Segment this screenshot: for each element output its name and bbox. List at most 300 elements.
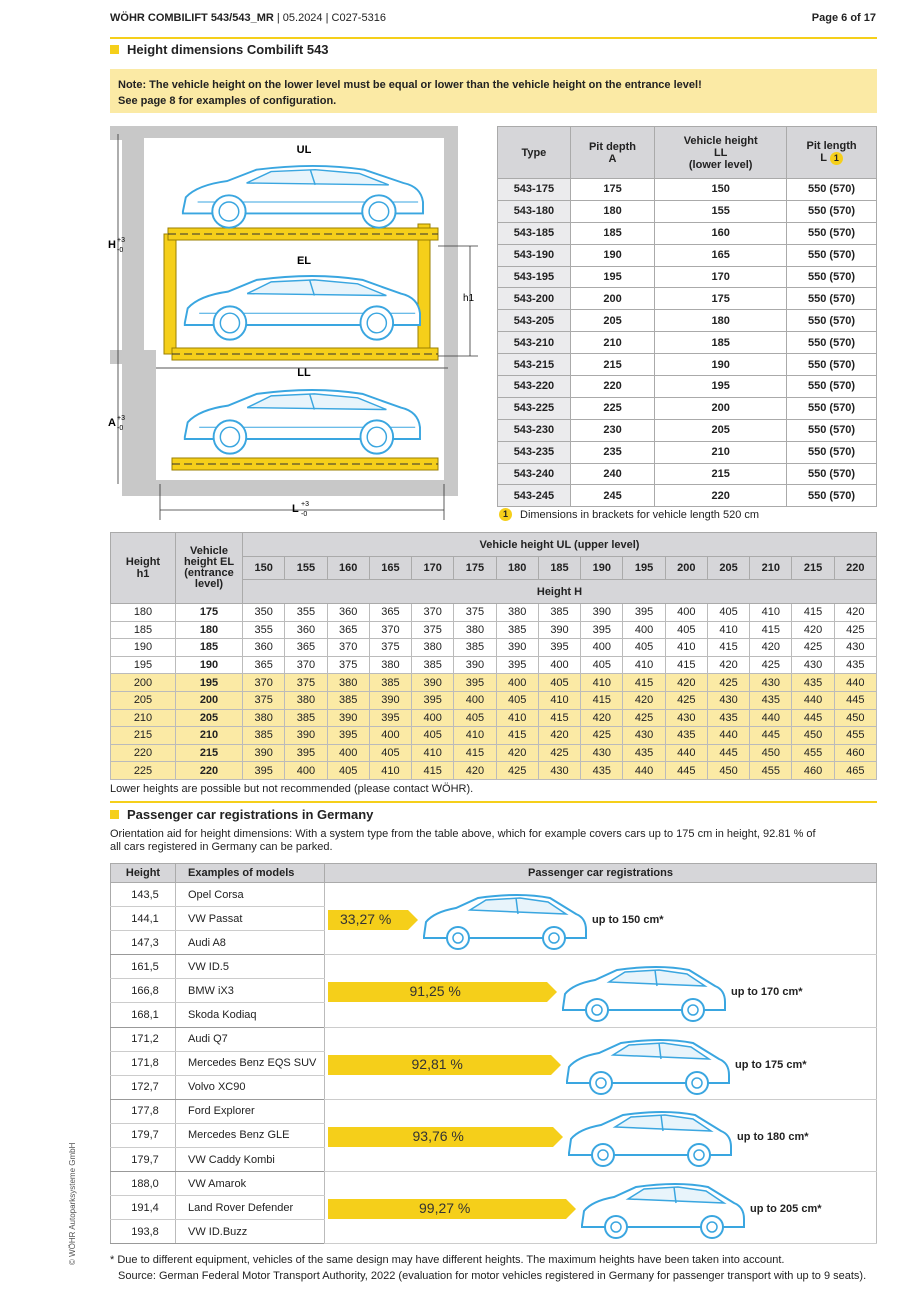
height-table: [110, 532, 877, 780]
cell-height-h: 395: [623, 604, 665, 622]
cell-height-h: 415: [792, 604, 834, 622]
label-l: L: [292, 503, 299, 515]
cell-height-h: 355: [285, 604, 327, 622]
col-ul-value: 185: [538, 557, 580, 580]
cell-height-h: 405: [581, 656, 623, 674]
cell-height-h: 440: [792, 691, 834, 709]
cell-type: 543-235: [498, 441, 571, 463]
cell-height-h: 375: [285, 674, 327, 692]
col-ul-value: 205: [707, 557, 749, 580]
cell-height-h: 415: [750, 621, 792, 639]
cell-height-h: 415: [454, 744, 496, 762]
col-ul-value: 190: [581, 557, 623, 580]
percentage-label: 91,25 %: [409, 983, 461, 1000]
table-row: [111, 639, 877, 657]
cell-ll: 150: [655, 179, 787, 201]
cell-height-h: 355: [243, 621, 285, 639]
col-ul-value: 210: [750, 557, 792, 580]
cell-el: 200: [176, 691, 243, 709]
table-row: [498, 397, 877, 419]
cell-height-h: 420: [454, 762, 496, 780]
cell-model: Mercedes Benz GLE: [176, 1123, 325, 1147]
label-h: H: [108, 239, 116, 251]
cell-height: 144,1: [111, 907, 176, 931]
cell-model: Ford Explorer: [176, 1099, 325, 1123]
cell-height: 177,8: [111, 1099, 176, 1123]
cell-el: 185: [176, 639, 243, 657]
cell-height-h: 400: [412, 709, 454, 727]
cell-height-h: 445: [665, 762, 707, 780]
cell-a: 215: [570, 354, 655, 376]
cell-model: BMW iX3: [176, 979, 325, 1003]
col-vehicle-height: Vehicle height LL (lower level): [655, 127, 787, 179]
cell-a: 185: [570, 222, 655, 244]
cell-a: 230: [570, 419, 655, 441]
footnote-2: Source: German Federal Motor Transport Authority, 2022 (evaluation for motor vehicles registered in Germany for passenger transport with up to 9 seats).: [118, 1270, 867, 1282]
cell-model: VW Passat: [176, 907, 325, 931]
cell-height-h: 350: [243, 604, 285, 622]
cell-height-h: 400: [581, 639, 623, 657]
tol-l-minus: -0: [301, 511, 308, 518]
cell-height-h: 395: [454, 674, 496, 692]
cell-l: 550 (570): [787, 310, 877, 332]
cell-model: Opel Corsa: [176, 883, 325, 907]
table-row: [111, 656, 877, 674]
cell-height: 179,7: [111, 1148, 176, 1172]
cell-height-h: 410: [538, 691, 580, 709]
table-row: [498, 266, 877, 288]
cell-height-h: 395: [581, 621, 623, 639]
table-row: [498, 288, 877, 310]
table-row: [498, 419, 877, 441]
cell-height-h: 420: [707, 656, 749, 674]
table-row: [111, 762, 877, 780]
cell-height-h: 420: [792, 621, 834, 639]
cell-height-h: 435: [707, 709, 749, 727]
cell-model: VW ID.5: [176, 955, 325, 979]
col-vehicle-height-el: Vehicle height EL (entrance level): [176, 533, 243, 604]
cell-height-h: 435: [665, 727, 707, 745]
cell-l: 550 (570): [787, 397, 877, 419]
cell-height-h: 415: [581, 691, 623, 709]
table-row: [498, 441, 877, 463]
cell-ll: 155: [655, 200, 787, 222]
cell-height-h: 385: [454, 639, 496, 657]
cell-height-h: 435: [623, 744, 665, 762]
cell-height-h: 420: [750, 639, 792, 657]
cell-h1: 200: [111, 674, 176, 692]
cell-ll: 215: [655, 463, 787, 485]
cell-height-h: 365: [327, 621, 369, 639]
cell-h1: 225: [111, 762, 176, 780]
cell-height-h: 400: [665, 604, 707, 622]
cell-height-h: 390: [454, 656, 496, 674]
cell-height-h: 420: [623, 691, 665, 709]
cell-ll: 160: [655, 222, 787, 244]
label-a: A: [108, 417, 116, 429]
table-row: [498, 222, 877, 244]
cell-model: VW ID.Buzz: [176, 1220, 325, 1244]
cell-ll: 195: [655, 376, 787, 398]
cell-height-h: 420: [496, 744, 538, 762]
cell-height-h: 400: [538, 656, 580, 674]
cell-height-h: 380: [412, 639, 454, 657]
cell-el: 190: [176, 656, 243, 674]
cell-height-h: 435: [581, 762, 623, 780]
cell-h1: 195: [111, 656, 176, 674]
table-row: [111, 727, 877, 745]
cell-height-h: 435: [834, 656, 876, 674]
cell-height-h: 365: [369, 604, 411, 622]
cell-el: 210: [176, 727, 243, 745]
section-title-text: Height dimensions Combilift 543: [127, 42, 329, 57]
cell-height-h: 445: [707, 744, 749, 762]
tol-h-plus: +3: [117, 237, 125, 244]
cell-height-h: 390: [581, 604, 623, 622]
cell-ll: 200: [655, 397, 787, 419]
doc-header: [110, 12, 386, 24]
cell-type: 543-190: [498, 244, 571, 266]
bar-arrow-icon: [408, 910, 418, 930]
cell-height-h: 435: [750, 691, 792, 709]
cell-type: 543-195: [498, 266, 571, 288]
cell-h1: 185: [111, 621, 176, 639]
list-item: [111, 1099, 877, 1123]
table-row: [111, 674, 877, 692]
bar-arrow-icon: [553, 1127, 563, 1147]
cell-height-h: 390: [369, 691, 411, 709]
cell-a: 200: [570, 288, 655, 310]
cell-height-h: 370: [327, 639, 369, 657]
col-ul-value: 170: [412, 557, 454, 580]
cell-ll: 180: [655, 310, 787, 332]
cell-a: 175: [570, 179, 655, 201]
cell-height: 193,8: [111, 1220, 176, 1244]
col-ul-value: 220: [834, 557, 876, 580]
cell-height-h: 415: [707, 639, 749, 657]
table-row: [498, 463, 877, 485]
col-pit-depth: Pit depth A: [570, 127, 655, 179]
cell-l: 550 (570): [787, 222, 877, 244]
cell-height-h: 445: [792, 709, 834, 727]
cell-height-h: 440: [750, 709, 792, 727]
cell-height-h: 395: [243, 762, 285, 780]
cell-height: 143,5: [111, 883, 176, 907]
cell-l: 550 (570): [787, 288, 877, 310]
cell-height-h: 365: [285, 639, 327, 657]
cell-height-h: 400: [623, 621, 665, 639]
percentage-label: 92,81 %: [411, 1055, 463, 1072]
section-title-text: Passenger car registrations in Germany: [127, 807, 374, 822]
cell-height-h: 430: [707, 691, 749, 709]
cell-height-h: 415: [496, 727, 538, 745]
cell-height-h: 395: [496, 656, 538, 674]
cell-height-h: 395: [412, 691, 454, 709]
cell-a: 180: [570, 200, 655, 222]
cell-ll: 165: [655, 244, 787, 266]
pit-diagram: [108, 124, 488, 524]
note-line-1: Note: The vehicle height on the lower level must be equal or lower than the vehicle height on the entrance level!: [118, 79, 702, 91]
car-silhouette-icon: [578, 1181, 748, 1241]
cell-height-h: 370: [412, 604, 454, 622]
cell-height: 179,7: [111, 1123, 176, 1147]
table-row: [498, 200, 877, 222]
cell-height-h: 410: [454, 727, 496, 745]
col-type: Type: [498, 127, 571, 179]
cell-height-h: 405: [623, 639, 665, 657]
cell-height-h: 445: [750, 727, 792, 745]
cell-l: 550 (570): [787, 376, 877, 398]
cell-height-h: 400: [285, 762, 327, 780]
cell-height-h: 405: [454, 709, 496, 727]
cell-l: 550 (570): [787, 485, 877, 507]
cell-height-h: 440: [623, 762, 665, 780]
label-ul: UL: [296, 144, 312, 156]
cell-a: 210: [570, 332, 655, 354]
height-limit-label: up to 150 cm*: [592, 914, 664, 926]
cell-height-h: 380: [454, 621, 496, 639]
cell-height-h: 385: [285, 709, 327, 727]
cell-height-h: 440: [665, 744, 707, 762]
cell-height-h: 360: [285, 621, 327, 639]
cell-a: 225: [570, 397, 655, 419]
cell-height-h: 430: [581, 744, 623, 762]
copyright: © WÖHR Autoparksysteme GmbH: [68, 1142, 77, 1265]
cell-height: 188,0: [111, 1172, 176, 1196]
cell-model: Audi A8: [176, 931, 325, 955]
cell-h1: 215: [111, 727, 176, 745]
cell-height-h: 410: [750, 604, 792, 622]
cell-height-h: 400: [496, 674, 538, 692]
col-vehicle-height-ul: Vehicle height UL (upper level): [243, 533, 877, 557]
percentage-label: 33,27 %: [340, 911, 392, 927]
table-row: [111, 744, 877, 762]
cell-height-h: 370: [285, 656, 327, 674]
table-row: [498, 179, 877, 201]
cell-height-h: 445: [834, 691, 876, 709]
pit-footnote: [499, 508, 759, 521]
cell-ll: 210: [655, 441, 787, 463]
cell-height-h: 395: [538, 639, 580, 657]
cell-height-h: 460: [834, 744, 876, 762]
cell-height: 191,4: [111, 1196, 176, 1220]
cell-height-h: 390: [285, 727, 327, 745]
list-item: [111, 1027, 877, 1051]
cell-height-h: 400: [369, 727, 411, 745]
table-row: [111, 604, 877, 622]
cell-type: 543-220: [498, 376, 571, 398]
cell-height-h: 430: [834, 639, 876, 657]
intro-line-2: all cars registered in Germany can be parked.: [110, 841, 333, 853]
section-intro: [110, 828, 816, 854]
height-limit-label: up to 170 cm*: [731, 986, 803, 999]
footnote-badge-icon: 1: [830, 152, 843, 165]
cell-height-h: 365: [243, 656, 285, 674]
cell-a: 190: [570, 244, 655, 266]
section-divider: [110, 801, 877, 803]
cell-el: 215: [176, 744, 243, 762]
cell-height-h: 405: [327, 762, 369, 780]
cell-height-h: 380: [369, 656, 411, 674]
cell-height-h: 375: [327, 656, 369, 674]
doc-title: WÖHR COMBILIFT 543/543_MR: [110, 12, 274, 24]
bar-arrow-icon: [547, 982, 557, 1002]
cell-h1: 190: [111, 639, 176, 657]
cell-height-h: 425: [750, 656, 792, 674]
cell-height-h: 385: [538, 604, 580, 622]
col-registrations: Passenger car registrations: [325, 864, 877, 883]
cell-a: 240: [570, 463, 655, 485]
footnote-badge-icon: 1: [499, 508, 512, 521]
col-ul-value: 200: [665, 557, 707, 580]
height-limit-label: up to 175 cm*: [735, 1058, 807, 1071]
label-ll: LL: [297, 367, 311, 379]
cell-height: 161,5: [111, 955, 176, 979]
cell-height-h: 385: [327, 691, 369, 709]
cell-height-h: 415: [623, 674, 665, 692]
car-silhouette-icon: [563, 1037, 733, 1097]
cell-height: 171,8: [111, 1051, 176, 1075]
cell-el: 175: [176, 604, 243, 622]
table-row: [498, 485, 877, 507]
label-h1: h1: [463, 293, 475, 304]
cell-type: 543-225: [498, 397, 571, 419]
cell-l: 550 (570): [787, 200, 877, 222]
cell-height-h: 450: [834, 709, 876, 727]
note-line-2: See page 8 for examples of configuration.: [118, 95, 337, 107]
height-table-note: Lower heights are possible but not recommended (please contact WÖHR).: [110, 783, 474, 795]
cell-a: 220: [570, 376, 655, 398]
cell-type: 543-245: [498, 485, 571, 507]
cell-height-h: 390: [412, 674, 454, 692]
cell-type: 543-185: [498, 222, 571, 244]
cell-height-h: 410: [369, 762, 411, 780]
cell-height: 168,1: [111, 1003, 176, 1027]
cell-l: 550 (570): [787, 244, 877, 266]
cell-type: 543-205: [498, 310, 571, 332]
col-ul-value: 195: [623, 557, 665, 580]
cell-height-h: 430: [750, 674, 792, 692]
cell-height-h: 420: [834, 604, 876, 622]
cell-l: 550 (570): [787, 463, 877, 485]
yellow-square-icon: [110, 45, 119, 54]
bar-arrow-icon: [566, 1199, 576, 1219]
cell-height-h: 450: [707, 762, 749, 780]
car-silhouette-icon: [420, 892, 590, 952]
col-ul-value: 180: [496, 557, 538, 580]
cell-height-h: 425: [792, 639, 834, 657]
cell-height-h: 455: [834, 727, 876, 745]
cell-height-h: 385: [496, 621, 538, 639]
cell-ll: 220: [655, 485, 787, 507]
cell-height-h: 450: [792, 727, 834, 745]
cell-height-h: 375: [454, 604, 496, 622]
col-models: Examples of models: [176, 864, 325, 883]
cell-ll: 205: [655, 419, 787, 441]
col-ul-value: 175: [454, 557, 496, 580]
yellow-square-icon: [110, 810, 119, 819]
cell-model: Land Rover Defender: [176, 1196, 325, 1220]
table-row: [498, 376, 877, 398]
col-height: Height: [111, 864, 176, 883]
tol-h-minus: -0: [117, 247, 124, 254]
cell-height-h: 430: [538, 762, 580, 780]
table-row: [111, 709, 877, 727]
cell-model: Mercedes Benz EQS SUV: [176, 1051, 325, 1075]
cell-type: 543-210: [498, 332, 571, 354]
cell-height-h: 360: [327, 604, 369, 622]
cell-el: 205: [176, 709, 243, 727]
cell-l: 550 (570): [787, 266, 877, 288]
cell-height-h: 360: [243, 639, 285, 657]
pit-table: [497, 126, 877, 507]
car-silhouette-icon: [565, 1109, 735, 1169]
cell-h1: 210: [111, 709, 176, 727]
cell-type: 543-230: [498, 419, 571, 441]
cell-height-h: 410: [623, 656, 665, 674]
cell-height-h: 390: [538, 621, 580, 639]
cell-height-h: 415: [538, 709, 580, 727]
cell-height: 172,7: [111, 1075, 176, 1099]
cell-model: Audi Q7: [176, 1027, 325, 1051]
col-ul-value: 215: [792, 557, 834, 580]
cell-h1: 220: [111, 744, 176, 762]
tol-a-minus: -0: [117, 425, 124, 432]
tol-l-plus: +3: [301, 501, 309, 508]
cell-a: 195: [570, 266, 655, 288]
section-title-registrations: [110, 807, 373, 822]
bar-arrow-icon: [551, 1055, 561, 1075]
cell-height-h: 425: [623, 709, 665, 727]
cell-height-h: 375: [243, 691, 285, 709]
col-ul-value: 160: [327, 557, 369, 580]
cell-model: VW Caddy Kombi: [176, 1148, 325, 1172]
list-item: [111, 1172, 877, 1196]
cell-height-h: 430: [623, 727, 665, 745]
cell-type: 543-215: [498, 354, 571, 376]
cell-height-h: 440: [707, 727, 749, 745]
cell-height-h: 390: [327, 709, 369, 727]
cell-height-h: 420: [538, 727, 580, 745]
table-row: [498, 332, 877, 354]
cell-height-h: 465: [834, 762, 876, 780]
note-box: [110, 69, 877, 113]
cell-el: 180: [176, 621, 243, 639]
cell-ll: 185: [655, 332, 787, 354]
cell-l: 550 (570): [787, 332, 877, 354]
cell-el: 220: [176, 762, 243, 780]
table-row: [111, 691, 877, 709]
cell-height-h: 395: [285, 744, 327, 762]
pit-footnote-text: Dimensions in brackets for vehicle length 520 cm: [520, 508, 760, 521]
cell-l: 550 (570): [787, 419, 877, 441]
footnote-1: * Due to different equipment, vehicles of the same design may have different heights. The maximum heights have been taken into account.: [110, 1254, 785, 1266]
cell-h1: 180: [111, 604, 176, 622]
cell-height-h: 410: [707, 621, 749, 639]
cell-height-h: 380: [243, 709, 285, 727]
cell-height-h: 460: [792, 762, 834, 780]
cell-height-h: 395: [369, 709, 411, 727]
list-item: [111, 955, 877, 979]
cell-height-h: 370: [243, 674, 285, 692]
cell-height-h: 405: [538, 674, 580, 692]
cell-height-h: 425: [496, 762, 538, 780]
cell-type: 543-175: [498, 179, 571, 201]
cell-height-h: 385: [369, 674, 411, 692]
header-divider: [110, 37, 877, 39]
table-row: [111, 621, 877, 639]
cell-height-h: 400: [327, 744, 369, 762]
